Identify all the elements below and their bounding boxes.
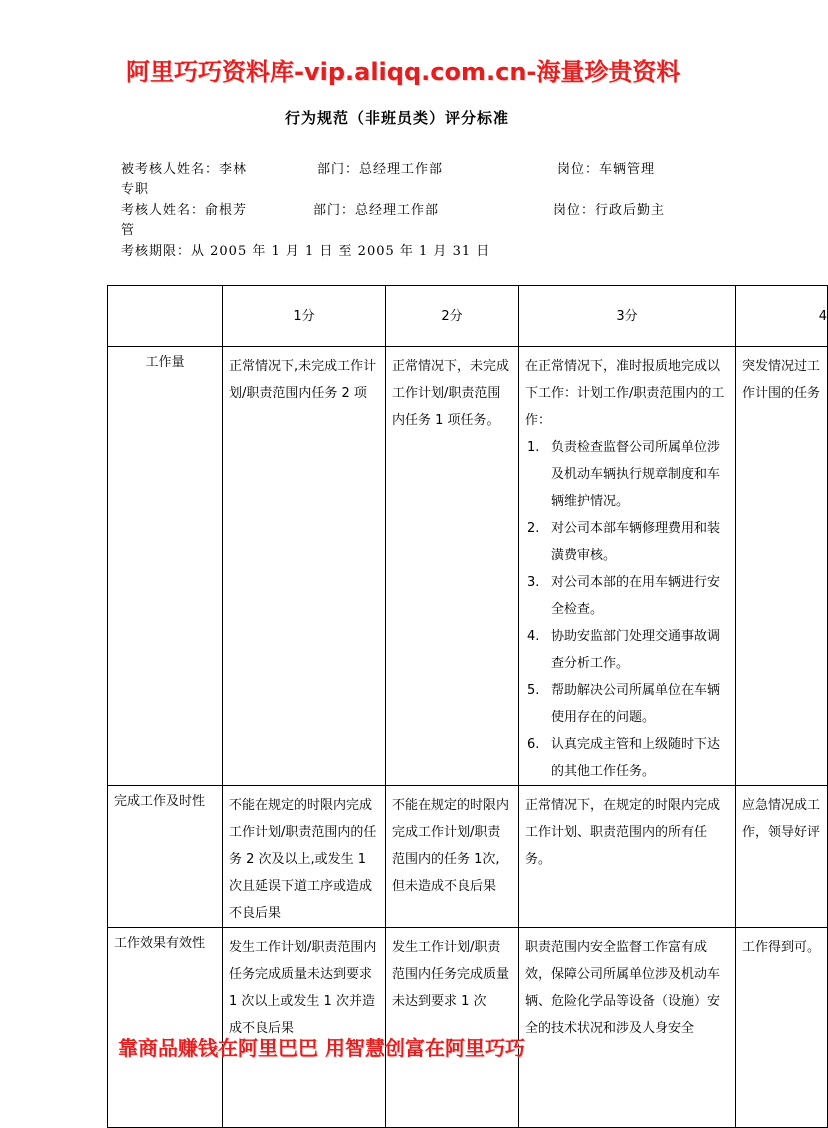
score-cell: 不能在规定的时限内完成工作计划/职责范围内的任务 1次,但未造成不良后果 [386,786,519,928]
list-number: 2. [527,521,540,536]
list-item [525,677,729,731]
score-cell: 正常情况下，未完成工作计划/职责范围内任务 1 项任务。 [386,347,519,786]
period-text: 考核期限：从 2005 年 1 月 1 日 至 2005 年 1 月 31 日 [121,244,491,259]
list-text: 对公司本部车辆修理费用和装潢费审核。 [551,521,721,563]
scoring-table-container [107,285,827,1036]
header-cell-empty [108,286,223,347]
assessment-period [121,242,794,262]
score-cell: 正常情况下,未完成工作计划/职责范围内任务 2 项 [223,347,386,786]
examiner-info [121,201,794,241]
table-row [108,347,828,786]
scoring-table [107,285,828,1128]
list-item [525,515,729,569]
examiner-name: 考核人姓名：俞根芳 [121,203,248,218]
document-title: 行为规范（非班员类）评分标准 [284,109,509,127]
score-cell: 突发情况过工作计围的任务 [736,347,828,786]
examiner-post-cont: 管 [121,223,136,238]
list-text: 协助安监部门处理交通事故调查分析工作。 [551,629,721,671]
score-cell: 发生工作计划/职责范围内任务完成质量未达到要求 1 次以上或发生 1 次并造成不良后果 [223,928,386,1128]
examiner-post: 岗位：行政后勤主 [553,203,666,218]
header-cell-3: 3分 [519,286,736,347]
list-text: 对公司本部的在用车辆进行安全检查。 [551,575,721,617]
header-cell-1: 1分 [223,286,386,347]
examinee-name: 被考核人姓名：李林 [121,162,248,177]
table-header-row [108,286,828,347]
header-banner: 阿里巧巧资料库-vip.aliqq.com.cn-海量珍贵资料 [126,58,681,86]
duty-list [525,434,729,785]
list-item [525,434,729,515]
score-cell: 发生工作计划/职责范围内任务完成质量未达到要求 1 次 [386,928,519,1128]
table-row [108,928,828,1128]
list-item [525,569,729,623]
list-number: 5. [527,683,540,698]
list-text: 认真完成主管和上级随时下达的其他工作任务。 [551,737,721,779]
list-text: 帮助解决公司所属单位在车辆使用存在的问题。 [551,683,721,725]
list-item [525,731,729,785]
table-row [108,786,828,928]
list-number: 1. [527,440,540,455]
score-cell: 不能在规定的时限内完成工作计划/职责范围内的任务 2 次及以上,或发生 1 次且延误下道工序或造成不良后果 [223,786,386,928]
examiner-dept: 部门：总经理工作部 [313,203,440,218]
examinee-info [121,160,794,200]
list-number: 3. [527,575,540,590]
examinee-dept: 部门：总经理工作部 [317,162,444,177]
score-cell-intro: 在正常情况下，准时报质地完成以下工作：计划工作/职责范围内的工作： [525,359,725,428]
header-cell-4: 4 [736,286,828,347]
list-number: 4. [527,629,540,644]
footer-banner: 靠商品赚钱在阿里巴巴 用智慧创富在阿里巧巧 [118,1036,525,1060]
category-cell: 完成工作及时性 [108,786,223,928]
list-item [525,623,729,677]
category-cell: 工作效果有效性 [108,928,223,1128]
score-cell: 正常情况下，在规定的时限内完成工作计划、职责范围内的所有任务。 [519,786,736,928]
list-text: 负责检查监督公司所属单位涉及机动车辆执行规章制度和车辆维护情况。 [551,440,721,509]
score-cell: 工作得到可。 [736,928,828,1128]
header-cell-2: 2分 [386,286,519,347]
score-cell: 应急情况成工作，领导好评 [736,786,828,928]
examinee-post-cont: 专职 [121,182,150,197]
examinee-post: 岗位：车辆管理 [557,162,656,177]
score-cell-with-list [519,347,736,786]
category-cell: 工作量 [108,347,223,786]
list-number: 6. [527,737,540,752]
score-cell: 职责范围内安全监督工作富有成效，保障公司所属单位涉及机动车辆、危险化学品等设备（设施）安全的技术状况和涉及人身安全 [519,928,736,1128]
